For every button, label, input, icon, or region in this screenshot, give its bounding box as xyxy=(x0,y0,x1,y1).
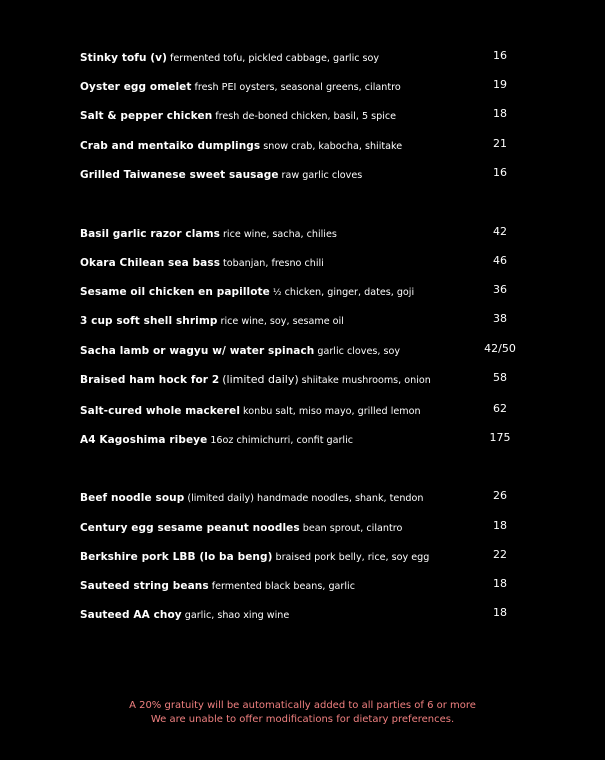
item-description: snow crab, kabocha, shiitake xyxy=(263,141,403,152)
item-name: Salt & pepper chicken xyxy=(80,110,213,122)
item-name: Crab and mentaiko dumplings xyxy=(80,140,261,152)
item-price: 175 xyxy=(489,431,511,444)
gratuity-notice: A 20% gratuity will be automatically added to all parties of 6 or more xyxy=(129,700,476,711)
dietary-notice: We are unable to offer modifications for dietary preferences. xyxy=(150,714,455,725)
footer-notice xyxy=(0,699,605,727)
item-price: 18 xyxy=(493,606,507,619)
item-price: 58 xyxy=(493,371,507,384)
item-description: konbu salt, miso mayo, grilled lemon xyxy=(243,406,421,417)
menu-item xyxy=(80,281,540,299)
item-name: 3 cup soft shell shrimp xyxy=(80,315,218,327)
item-description: braised pork belly, rice, soy egg xyxy=(275,552,430,563)
item-price: 46 xyxy=(493,254,507,267)
item-description: fermented black beans, garlic xyxy=(211,581,355,592)
menu-item xyxy=(80,340,540,358)
item-name: Basil garlic razor clams xyxy=(80,228,220,240)
item-description: raw garlic cloves xyxy=(281,170,363,181)
half-fraction: ½ xyxy=(272,288,282,298)
item-name: Braised ham hock for 2 xyxy=(80,374,220,386)
menu-item xyxy=(80,517,540,535)
item-price: 62 xyxy=(493,402,507,415)
item-description: (limited daily) handmade noodles, shank, tendon xyxy=(187,493,424,504)
menu-item xyxy=(80,223,540,241)
item-name: Sauteed AA choy xyxy=(80,609,182,621)
item-description: fresh PEI oysters, seasonal greens, cilantro xyxy=(194,82,401,93)
menu-item xyxy=(80,604,540,622)
item-name: Berkshire pork LBB (lo ba beng) xyxy=(80,551,273,563)
menu-item xyxy=(80,429,540,447)
item-name: Salt-cured whole mackerel xyxy=(80,405,241,417)
item-name: Sauteed string beans xyxy=(80,580,209,592)
menu-item xyxy=(80,575,540,593)
item-name: Okara Chilean sea bass xyxy=(80,257,221,269)
item-name: Grilled Taiwanese sweet sausage xyxy=(80,169,279,181)
menu-item xyxy=(80,546,540,564)
item-description: 16oz chimichurri, confit garlic xyxy=(210,435,354,446)
item-price: 42 xyxy=(493,225,507,238)
item-description: bean sprout, cilantro xyxy=(302,523,403,534)
item-description: fresh de-boned chicken, basil, 5 spice xyxy=(215,111,397,122)
item-note: (limited daily) xyxy=(222,373,299,386)
item-name: Sacha lamb or wagyu w/ water spinach xyxy=(80,345,315,357)
item-description: rice wine, soy, sesame oil xyxy=(220,316,344,327)
item-description: fermented tofu, pickled cabbage, garlic soy xyxy=(170,53,380,64)
item-description: rice wine, sacha, chilies xyxy=(222,229,337,240)
item-price: 21 xyxy=(493,137,507,150)
item-name: A4 Kagoshima ribeye xyxy=(80,434,208,446)
item-price: 16 xyxy=(493,166,507,179)
item-price: 18 xyxy=(493,577,507,590)
item-description: garlic, shao xing wine xyxy=(184,610,290,621)
item-price: 16 xyxy=(493,49,507,62)
item-name: Sesame oil chicken en papillote xyxy=(80,286,270,298)
item-description: tobanjan, fresno chili xyxy=(223,258,324,269)
menu-item xyxy=(80,487,540,505)
menu-item xyxy=(80,47,540,65)
item-price: 18 xyxy=(493,107,507,120)
menu-item xyxy=(80,105,540,123)
item-name: Stinky tofu (v) xyxy=(80,52,168,64)
menu-item xyxy=(80,369,540,387)
menu-item xyxy=(80,252,540,270)
item-name: Century egg sesame peanut noodles xyxy=(80,522,300,534)
item-price: 18 xyxy=(493,519,507,532)
item-description: garlic cloves, soy xyxy=(317,346,400,357)
menu-item xyxy=(80,400,540,418)
item-price: 42/50 xyxy=(484,342,516,355)
item-name: Oyster egg omelet xyxy=(80,81,192,93)
menu-item xyxy=(80,76,540,94)
item-description: chicken, ginger, dates, goji xyxy=(284,287,415,298)
item-price: 36 xyxy=(493,283,507,296)
menu-item xyxy=(80,164,540,182)
menu-item xyxy=(80,310,540,328)
item-price: 22 xyxy=(493,548,507,561)
item-description: shiitake mushrooms, onion xyxy=(301,375,431,386)
menu-item xyxy=(80,135,540,153)
item-price: 38 xyxy=(493,312,507,325)
item-price: 19 xyxy=(493,78,507,91)
item-price: 26 xyxy=(493,489,507,502)
item-name: Beef noodle soup xyxy=(80,492,185,504)
